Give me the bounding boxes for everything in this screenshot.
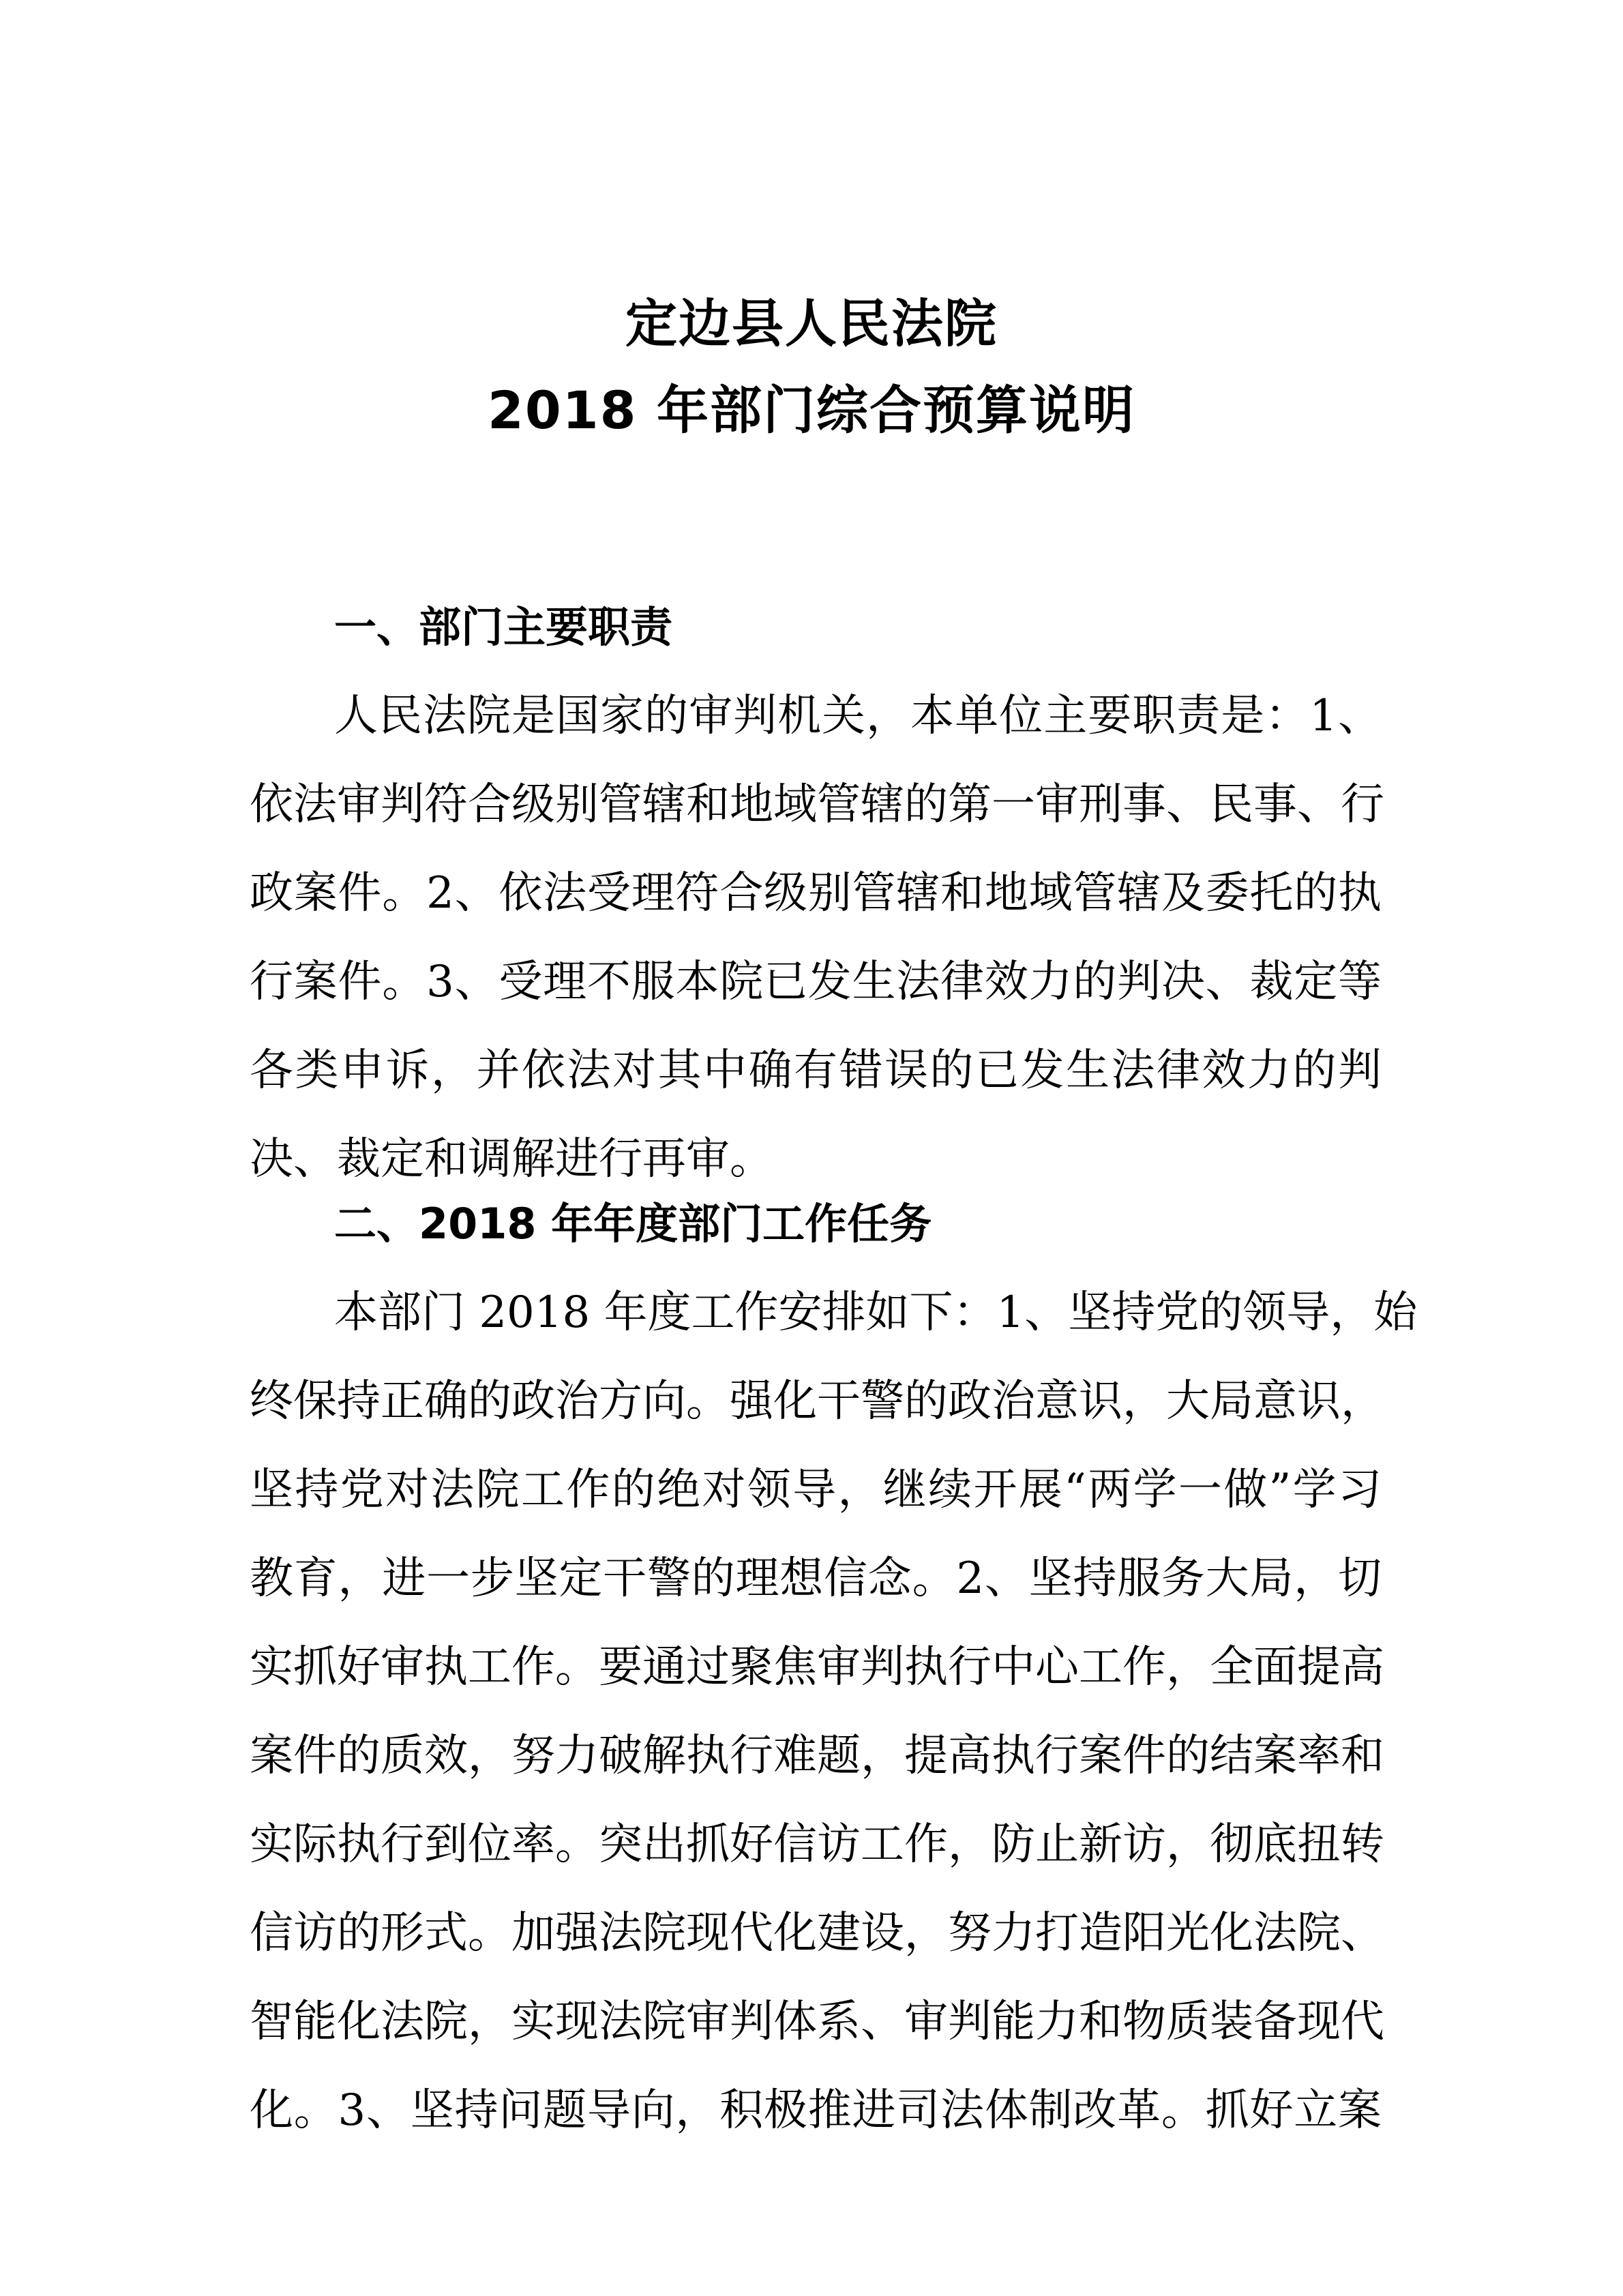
section-heading-tasks: 二、2018 年年度部门工作任务 [334, 1199, 932, 1249]
section-heading-duties: 一、部门主要职责 [334, 602, 673, 652]
paragraph-line: 行案件。3、受理不服本院已发生法律效力的判决、裁定等 [250, 957, 1382, 1007]
paragraph-line: 依法审判符合级别管辖和地域管辖的第一审刑事、民事、行 [250, 779, 1384, 830]
document-subtitle: 2018 年部门综合预算说明 [488, 380, 1135, 441]
paragraph-line: 实抓好审执工作。要通过聚焦审判执行中心工作，全面提高 [250, 1642, 1384, 1693]
paragraph-line: 信访的形式。加强法院现代化建设，努力打造阳光化法院、 [250, 1908, 1384, 1958]
paragraph-line: 决、裁定和调解进行再审。 [250, 1134, 773, 1184]
paragraph-line: 实际执行到位率。突出抓好信访工作，防止新访，彻底扭转 [250, 1819, 1384, 1870]
paragraph-line: 各类申诉，并依法对其中确有错误的已发生法律效力的判 [250, 1045, 1382, 1096]
paragraph-line: 人民法院是国家的审判机关，本单位主要职责是：1、 [334, 691, 1382, 741]
paragraph-line: 化。3、坚持问题导向，积极推进司法体制改革。抓好立案 [250, 2085, 1382, 2136]
paragraph-line: 本部门 2018 年度工作安排如下：1、坚持党的领导，始 [334, 1287, 1418, 1338]
paragraph-line: 智能化法院，实现法院审判体系、审判能力和物质装备现代 [250, 1997, 1384, 2047]
document-title: 定边县人民法院 [625, 293, 998, 354]
paragraph-line: 坚持党对法院工作的绝对领导，继续开展“两学一做”学习 [250, 1465, 1382, 1515]
section-body-duties [250, 672, 1382, 1204]
paragraph-line: 政案件。2、依法受理符合级别管辖和地域管辖及委托的执 [250, 868, 1382, 919]
paragraph-line: 案件的质效，努力破解执行难题，提高执行案件的结案率和 [250, 1731, 1384, 1781]
paragraph-line: 教育，进一步坚定干警的理想信念。2、坚持服务大局，切 [250, 1553, 1382, 1604]
section-body-tasks [250, 1268, 1418, 2155]
paragraph-line: 终保持正确的政治方向。强化干警的政治意识，大局意识， [250, 1376, 1384, 1427]
